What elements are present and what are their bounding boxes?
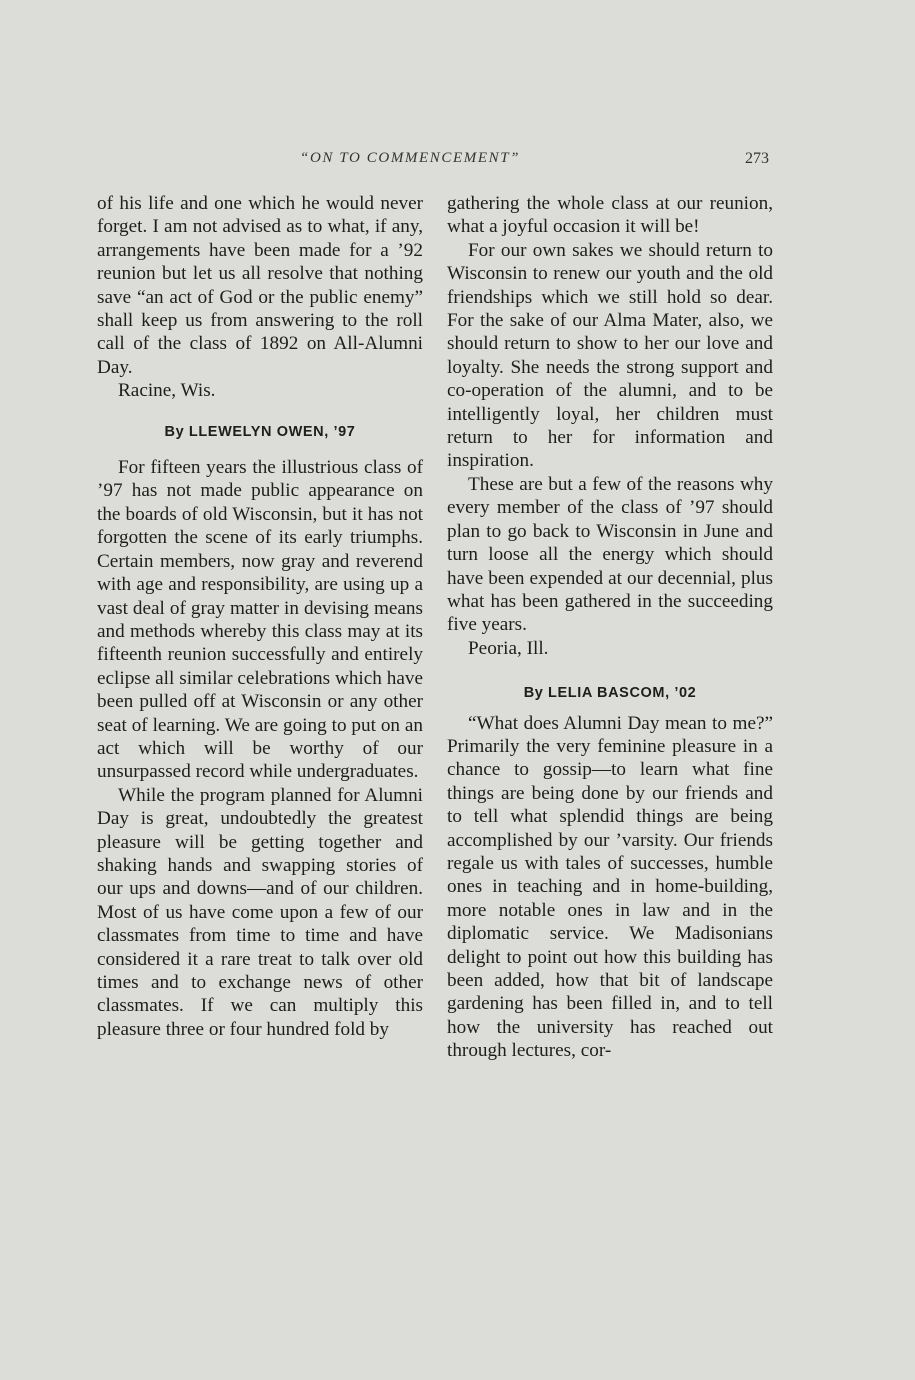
paragraph: For fifteen years the illustrious class of ’97 has not made public appearance on the boards of old Wisconsin, but it has not forgotten the scene of its early triumphs. Certain members, now gray and reverend with age and responsibility, are using up a vast deal of gray matter in devising means and methods whereby this class may at its fifteenth reunion successfully and entirely eclipse all similar celebrations which have been pulled off at Wisconsin or any other seat of learning. We are going to put on an act which will be worthy of our unsurpassed record while undergraduates. [97,457,423,783]
left-column [97,192,423,1041]
place-signature: Racine, Wis. [118,380,216,402]
paragraph: “What does Alumni Day mean to me?” Primarily the very feminine pleasure in a chance to gossip—to learn what fine things are being done by our friends and to tell what splendid things are being accomplished by our ’varsity. Our friends regale us with tales of successes, humble ones in teaching and in home-building, more notable ones in law and in the diplomatic service. We Madisonians delight to point out how this building has been added, how that bit of landscape gardening has been filled in, and to tell how the university has reached out through lectures, cor- [447,712,773,1062]
right-column [447,192,773,1063]
paragraph: gathering the whole class at our reunion, what a joyful occasion it will be! [447,193,773,238]
running-title: “ON TO COMMENCEMENT” [300,150,521,166]
paragraph: While the program planned for Alumni Day is great, undoubtedly the greatest pleasure will be getting together and shaking hands and swapping stories of our ups and downs—and of our children. Most of us have come upon a few of our classmates from time to time and have considered it a rare treat to talk over old times and to exchange news of other classmates. If we can multiply this pleasure three or four hundred fold by [97,784,423,1040]
paragraph: of his life and one which he would never forget. I am not advised as to what, if any, arrangements have been made for a ’92 reunion but let us all resolve that nothing save “an act of God or the public enemy” shall keep us from answering to the roll call of the class of 1892 on All-Alumni Day. [97,193,423,378]
page-number: 273 [745,150,769,167]
place-signature: Peoria, Ill. [468,637,549,659]
paragraph: For our own sakes we should return to Wisconsin to renew our youth and the old friendships which we still hold so dear. For the sake of our Alma Mater, also, we should return to show to her our love and loyalty. She needs the strong support and co-operation of the alumni, and to be intelligently loyal, her children must return to her for information and inspiration. [447,239,773,472]
paragraph: These are but a few of the reasons why every member of the class of ’97 should plan to go back to Wisconsin in June and turn loose all the energy which should have been expended at our decennial, plus what has been gathered in the succeeding five years. [447,473,773,636]
byline: By LELIA BASCOM, ’02 [523,685,697,702]
byline: By LLEWELYN OWEN, ’97 [164,423,356,440]
